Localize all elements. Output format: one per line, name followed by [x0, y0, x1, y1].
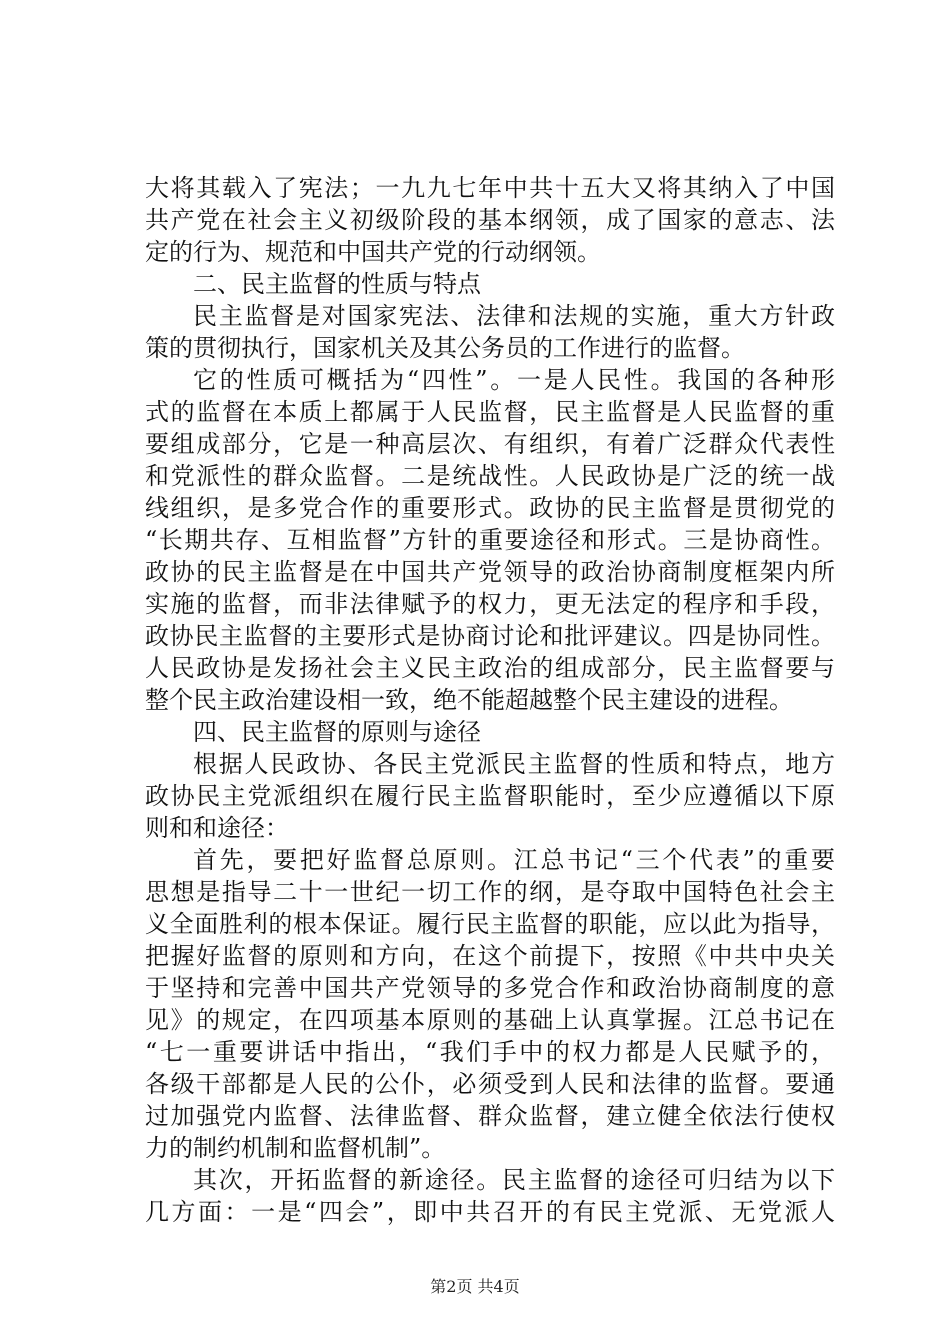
text-line: 把握好监督的原则和方向，在这个前提下，按照《中共中央关	[145, 942, 835, 970]
text-line: 要组成部分，它是一种高层次、有组织，有着广泛群众代表性	[145, 430, 835, 458]
text-line: 根据人民政协、各民主党派民主监督的性质和特点，地方	[193, 750, 835, 778]
text-line: 线组织，是多党合作的重要形式。政协的民主监督是贯彻党的	[145, 494, 835, 522]
text-line: 于坚持和完善中国共产党领导的多党合作和政治协商制度的意	[145, 974, 835, 1002]
text-line: 政协民主监督的主要形式是协商讨论和批评建议。四是协同性。	[145, 622, 835, 650]
text-line: 几方面：一是“四会”，即中共召开的有民主党派、无党派人	[145, 1198, 835, 1226]
text-line: 各级干部都是人民的公仆，必须受到人民和法律的监督。要通	[145, 1070, 835, 1098]
text-line: 过加强党内监督、法律监督、群众监督，建立健全依法行使权	[145, 1102, 835, 1130]
document-body	[145, 172, 835, 1228]
text-line: 共产党在社会主义初级阶段的基本纲领，成了国家的意志、法	[145, 206, 835, 234]
text-line: “长期共存、互相监督”方针的重要途径和形式。三是协商性。	[145, 526, 835, 554]
text-line: 式的监督在本质上都属于人民监督，民主监督是人民监督的重	[145, 398, 835, 426]
text-line: 义全面胜利的根本保证。履行民主监督的职能，应以此为指导，	[145, 910, 835, 938]
text-line: 整个民主政治建设相一致，绝不能超越整个民主建设的进程。	[145, 686, 793, 714]
text-line: 定的行为、规范和中国共产党的行动纲领。	[145, 238, 601, 266]
text-line: 政协民主党派组织在履行民主监督职能时，至少应遵循以下原	[145, 782, 835, 810]
text-line: 力的制约机制和监督机制”。	[145, 1134, 446, 1162]
text-line: 思想是指导二十一世纪一切工作的纲，是夺取中国特色社会主	[145, 878, 835, 906]
text-line: “七一重要讲话中指出，“我们手中的权力都是人民赋予的，	[145, 1038, 835, 1066]
text-line: 政协的民主监督是在中国共产党领导的政治协商制度框架内所	[145, 558, 835, 586]
section-heading: 二、民主监督的性质与特点	[193, 270, 481, 298]
text-line: 和党派性的群众监督。二是统战性。人民政协是广泛的统一战	[145, 462, 835, 490]
text-line: 实施的监督，而非法律赋予的权力，更无法定的程序和手段，	[145, 590, 835, 618]
text-line: 人民政协是发扬社会主义民主政治的组成部分，民主监督要与	[145, 654, 835, 682]
text-line: 大将其载入了宪法；一九九七年中共十五大又将其纳入了中国	[145, 174, 835, 202]
section-heading: 四、民主监督的原则与途径	[193, 718, 481, 746]
text-line: 它的性质可概括为“四性”。一是人民性。我国的各种形	[193, 366, 835, 394]
text-line: 其次，开拓监督的新途径。民主监督的途径可归结为以下	[193, 1166, 835, 1194]
page-number-footer: 第2页 共4页	[430, 1277, 520, 1296]
text-line: 策的贯彻执行，国家机关及其公务员的工作进行的监督。	[145, 334, 745, 362]
text-line: 民主监督是对国家宪法、法律和法规的实施，重大方针政	[193, 302, 835, 330]
text-line: 则和和途径：	[145, 814, 289, 842]
text-line: 见》的规定，在四项基本原则的基础上认真掌握。江总书记在	[145, 1006, 835, 1034]
text-line: 首先，要把好监督总原则。江总书记“三个代表”的重要	[193, 846, 835, 874]
